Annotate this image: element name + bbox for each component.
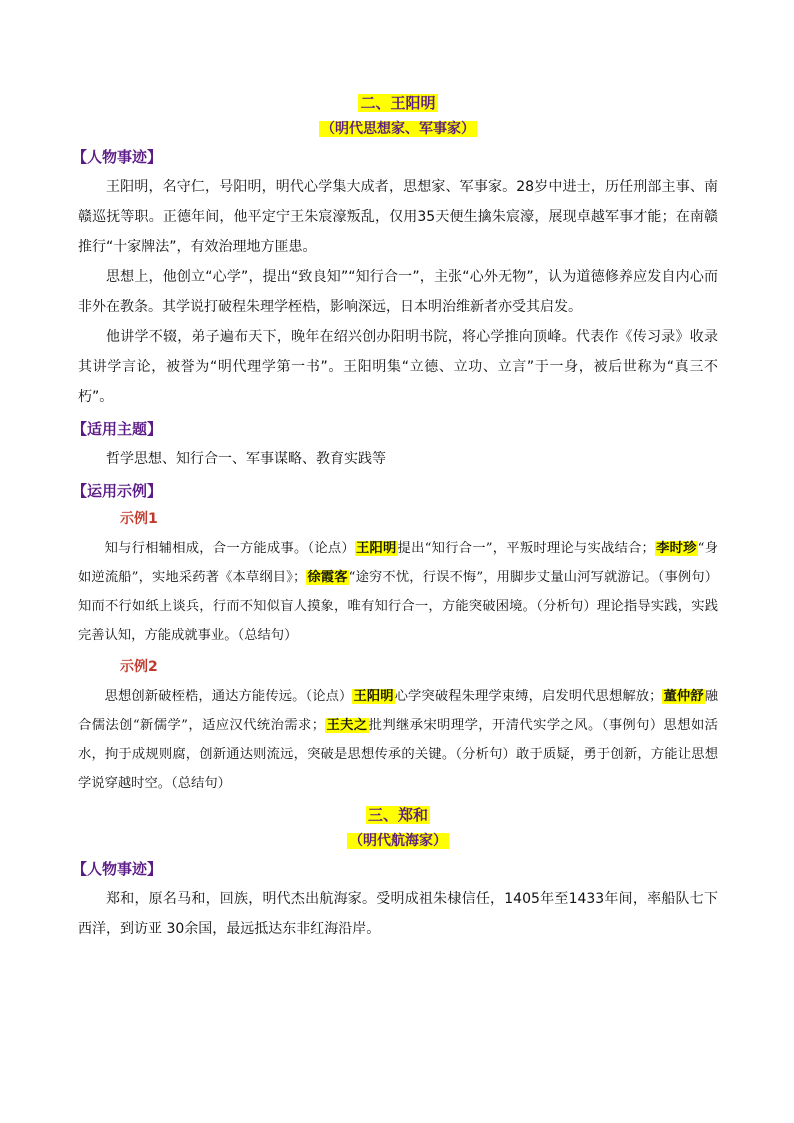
example-text-part: 提出“知行合一”，平叛时理论与实战结合； xyxy=(397,541,655,556)
highlighted-name: 王阳明 xyxy=(353,689,394,704)
deeds-paragraph: 思想上，他创立“心学”，提出“致良知”“知行合一”，主张“心外无物”，认为道德修养应发自内心而非外在教条。其学说打破程朱理学桎梏，影响深远，日本明治维新者亦受其启发。 xyxy=(78,269,718,315)
highlighted-name: 董仲舒 xyxy=(663,689,704,704)
heading-deeds: 【人物事迹】 xyxy=(72,148,163,166)
example-2-text xyxy=(78,682,718,798)
example-text-part: “身如逆流船”，实地采药著《本草纲目》； xyxy=(78,541,718,585)
section-subtitle-wang-yangming: （明代思想家、军事家） xyxy=(321,121,475,137)
deeds-paragraph: 王阳明，名守仁，号阳明，明代心学集大成者，思想家、军事家。28岁中进士，历任刑部主事、南赣巡抚等职。正德年间，他平定宁王朱宸濠叛乱，仅用35天便生擒朱宸濠，展现卓越军事才能；在南赣推行“十家牌法”，有效治理地方匪患。 xyxy=(78,179,718,255)
example-text-part: 心学突破程朱理学束缚，启发明代思想解放； xyxy=(394,689,663,704)
example-text-part: 思想创新破桎梏，通达方能传远。（论点） xyxy=(104,689,353,704)
highlighted-name: 徐霞客 xyxy=(307,570,348,585)
heading-examples: 【运用示例】 xyxy=(72,482,163,500)
example-text-part: 知与行相辅相成，合一方能成事。（论点） xyxy=(104,541,355,556)
deeds-paragraph: 郑和，原名马和，回族，明代杰出航海家。受明成祖朱棣信任，1405年至1433年间，率船队七下西洋，到访亚 30余国，最远抵达东非红海沿岸。 xyxy=(78,891,718,937)
themes-text: 哲学思想、知行合一、军事谋略、教育实践等 xyxy=(106,451,386,467)
example-2-label: 示例2 xyxy=(120,659,158,675)
section-title-zheng-he: 三、郑和 xyxy=(367,806,428,824)
example-1-label: 示例1 xyxy=(120,511,158,527)
section-subtitle-zheng-he: （明代航海家） xyxy=(349,833,447,849)
example-1-text xyxy=(78,534,718,650)
highlighted-name: 李时珍 xyxy=(655,541,697,556)
highlighted-name: 王阳明 xyxy=(355,541,397,556)
example-text-part: 融合儒法创“新儒学”，适应汉代统治需求； xyxy=(78,689,719,733)
example-text-part: “途穷不忧，行误不悔”，用脚步丈量山河写就游记。（事例句）知而不行如纸上谈兵，行而不知似盲人摸象，唯有知行合一，方能突破困境。（分析句）理论指导实践，实践完善认知，方能成就事业。（总结句） xyxy=(78,570,719,643)
deeds-paragraph: 他讲学不辍，弟子遍布天下，晚年在绍兴创办阳明书院，将心学推向顶峰。代表作《传习录》收录其讲学言论，被誉为“明代理学第一书”。王阳明集“立德、立功、立言”于一身，被后世称为“真三不朽”。 xyxy=(78,329,718,405)
heading-themes: 【适用主题】 xyxy=(72,420,163,438)
highlighted-name: 王夫之 xyxy=(326,718,368,733)
heading-deeds: 【人物事迹】 xyxy=(72,860,163,878)
document-body xyxy=(72,86,719,944)
section-title-wang-yangming: 二、王阳明 xyxy=(360,94,436,112)
example-text-part: 批判继承宋明理学，开清代实学之风。（事例句）思想如活水，拘于成规则腐，创新通达则流远，突破是思想传承的关键。（分析句）敢于质疑，勇于创新，方能让思想学说穿越时空。（总结句） xyxy=(78,718,718,791)
